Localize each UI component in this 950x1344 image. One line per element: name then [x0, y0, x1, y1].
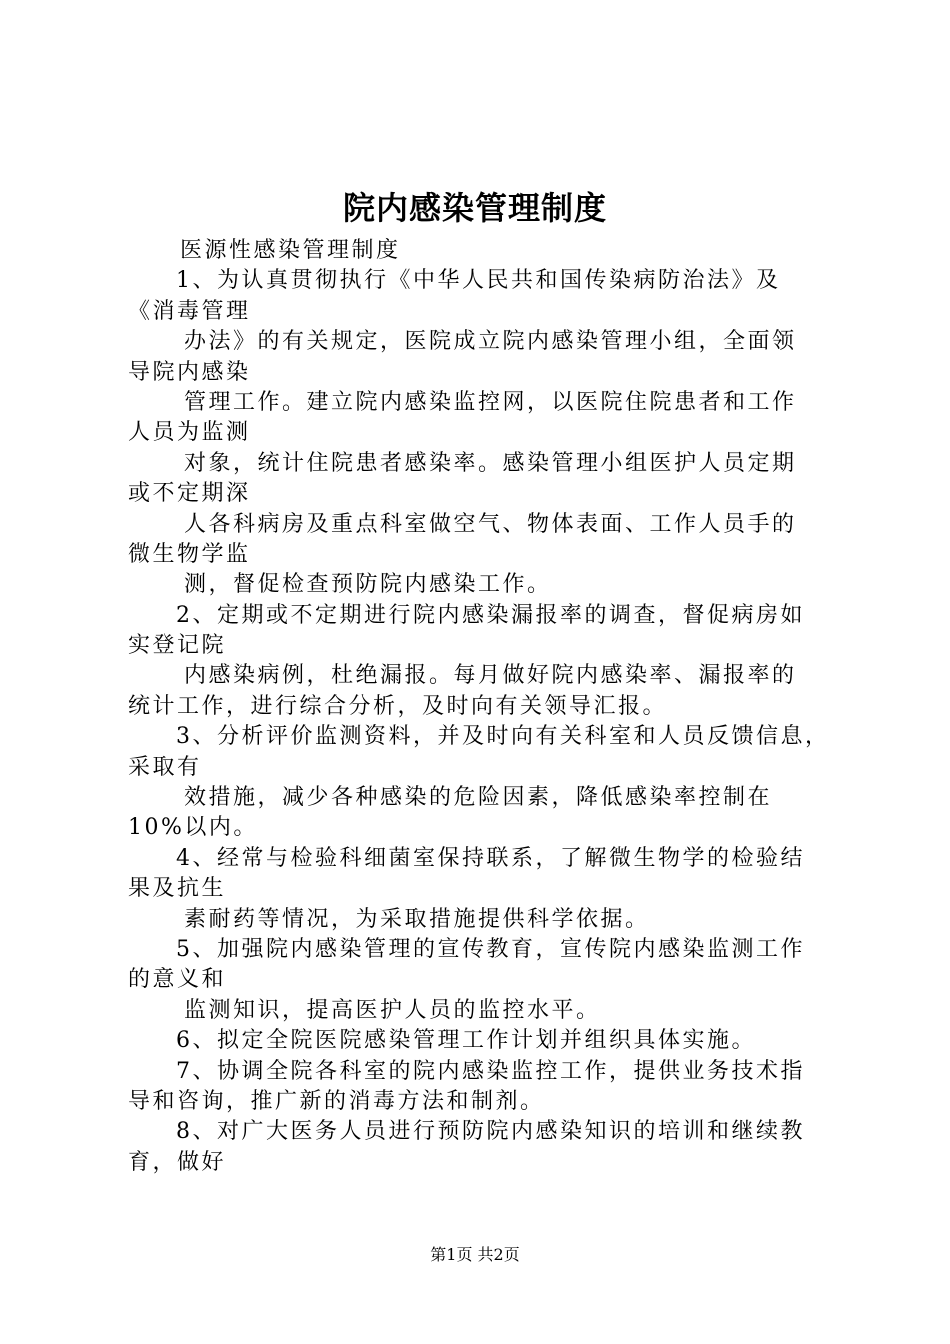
text-line: 5、加强院内感染管理的宣传教育，宣传院内感染监测工作	[176, 936, 805, 962]
text-line: 实登记院	[128, 633, 227, 659]
document-body	[128, 236, 840, 1178]
text-line: 10%以内。	[128, 815, 258, 841]
text-line: 办法》的有关规定，医院成立院内感染管理小组，全面领	[184, 329, 797, 355]
text-line: 育，做好	[128, 1149, 227, 1175]
text-line: 8、对广大医务人员进行预防院内感染知识的培训和继续教	[176, 1119, 805, 1145]
text-line: 7、协调全院各科室的院内感染监控工作，提供业务技术指	[176, 1058, 805, 1084]
text-line: 的意义和	[128, 967, 227, 993]
text-line: 管理工作。建立院内感染监控网，以医院住院患者和工作	[184, 389, 797, 415]
text-line: 测，督促检查预防院内感染工作。	[184, 572, 552, 598]
text-line: 1、为认真贯彻执行《中华人民共和国传染病防治法》及	[176, 268, 781, 294]
text-line: 《消毒管理	[128, 298, 251, 324]
text-line: 3、分析评价监测资料，并及时向有关科室和人员反馈信息，	[176, 724, 830, 750]
text-line: 监测知识，提高医护人员的监控水平。	[184, 997, 601, 1023]
text-line: 采取有	[128, 754, 202, 780]
text-line: 医源性感染管理制度	[180, 238, 401, 263]
text-line: 人各科病房及重点科室做空气、物体表面、工作人员手的	[184, 511, 797, 537]
text-line: 导院内感染	[128, 359, 251, 385]
text-line: 4、经常与检验科细菌室保持联系，了解微生物学的检验结	[176, 845, 805, 871]
text-line: 或不定期深	[128, 481, 251, 507]
text-line: 内感染病例，杜绝漏报。每月做好院内感染率、漏报率的	[184, 663, 797, 689]
text-line: 2、定期或不定期进行院内感染漏报率的调查，督促病房如	[176, 602, 805, 628]
text-line: 人员为监测	[128, 420, 251, 446]
text-line: 6、拟定全院医院感染管理工作计划并组织具体实施。	[176, 1028, 756, 1054]
text-line: 统计工作，进行综合分析，及时向有关领导汇报。	[128, 693, 668, 719]
text-line: 素耐药等情况，为采取措施提供科学依据。	[184, 906, 650, 932]
page-footer: 第1页 共2页	[430, 1245, 520, 1264]
text-line: 微生物学监	[128, 541, 251, 567]
text-line: 对象，统计住院患者感染率。感染管理小组医护人员定期	[184, 450, 797, 476]
text-line: 果及抗生	[128, 876, 227, 902]
text-line: 导和咨询，推广新的消毒方法和制剂。	[128, 1088, 545, 1114]
document-title: 院内感染管理制度	[342, 189, 607, 227]
text-line: 效措施，减少各种感染的危险因素，降低感染率控制在	[184, 785, 773, 811]
